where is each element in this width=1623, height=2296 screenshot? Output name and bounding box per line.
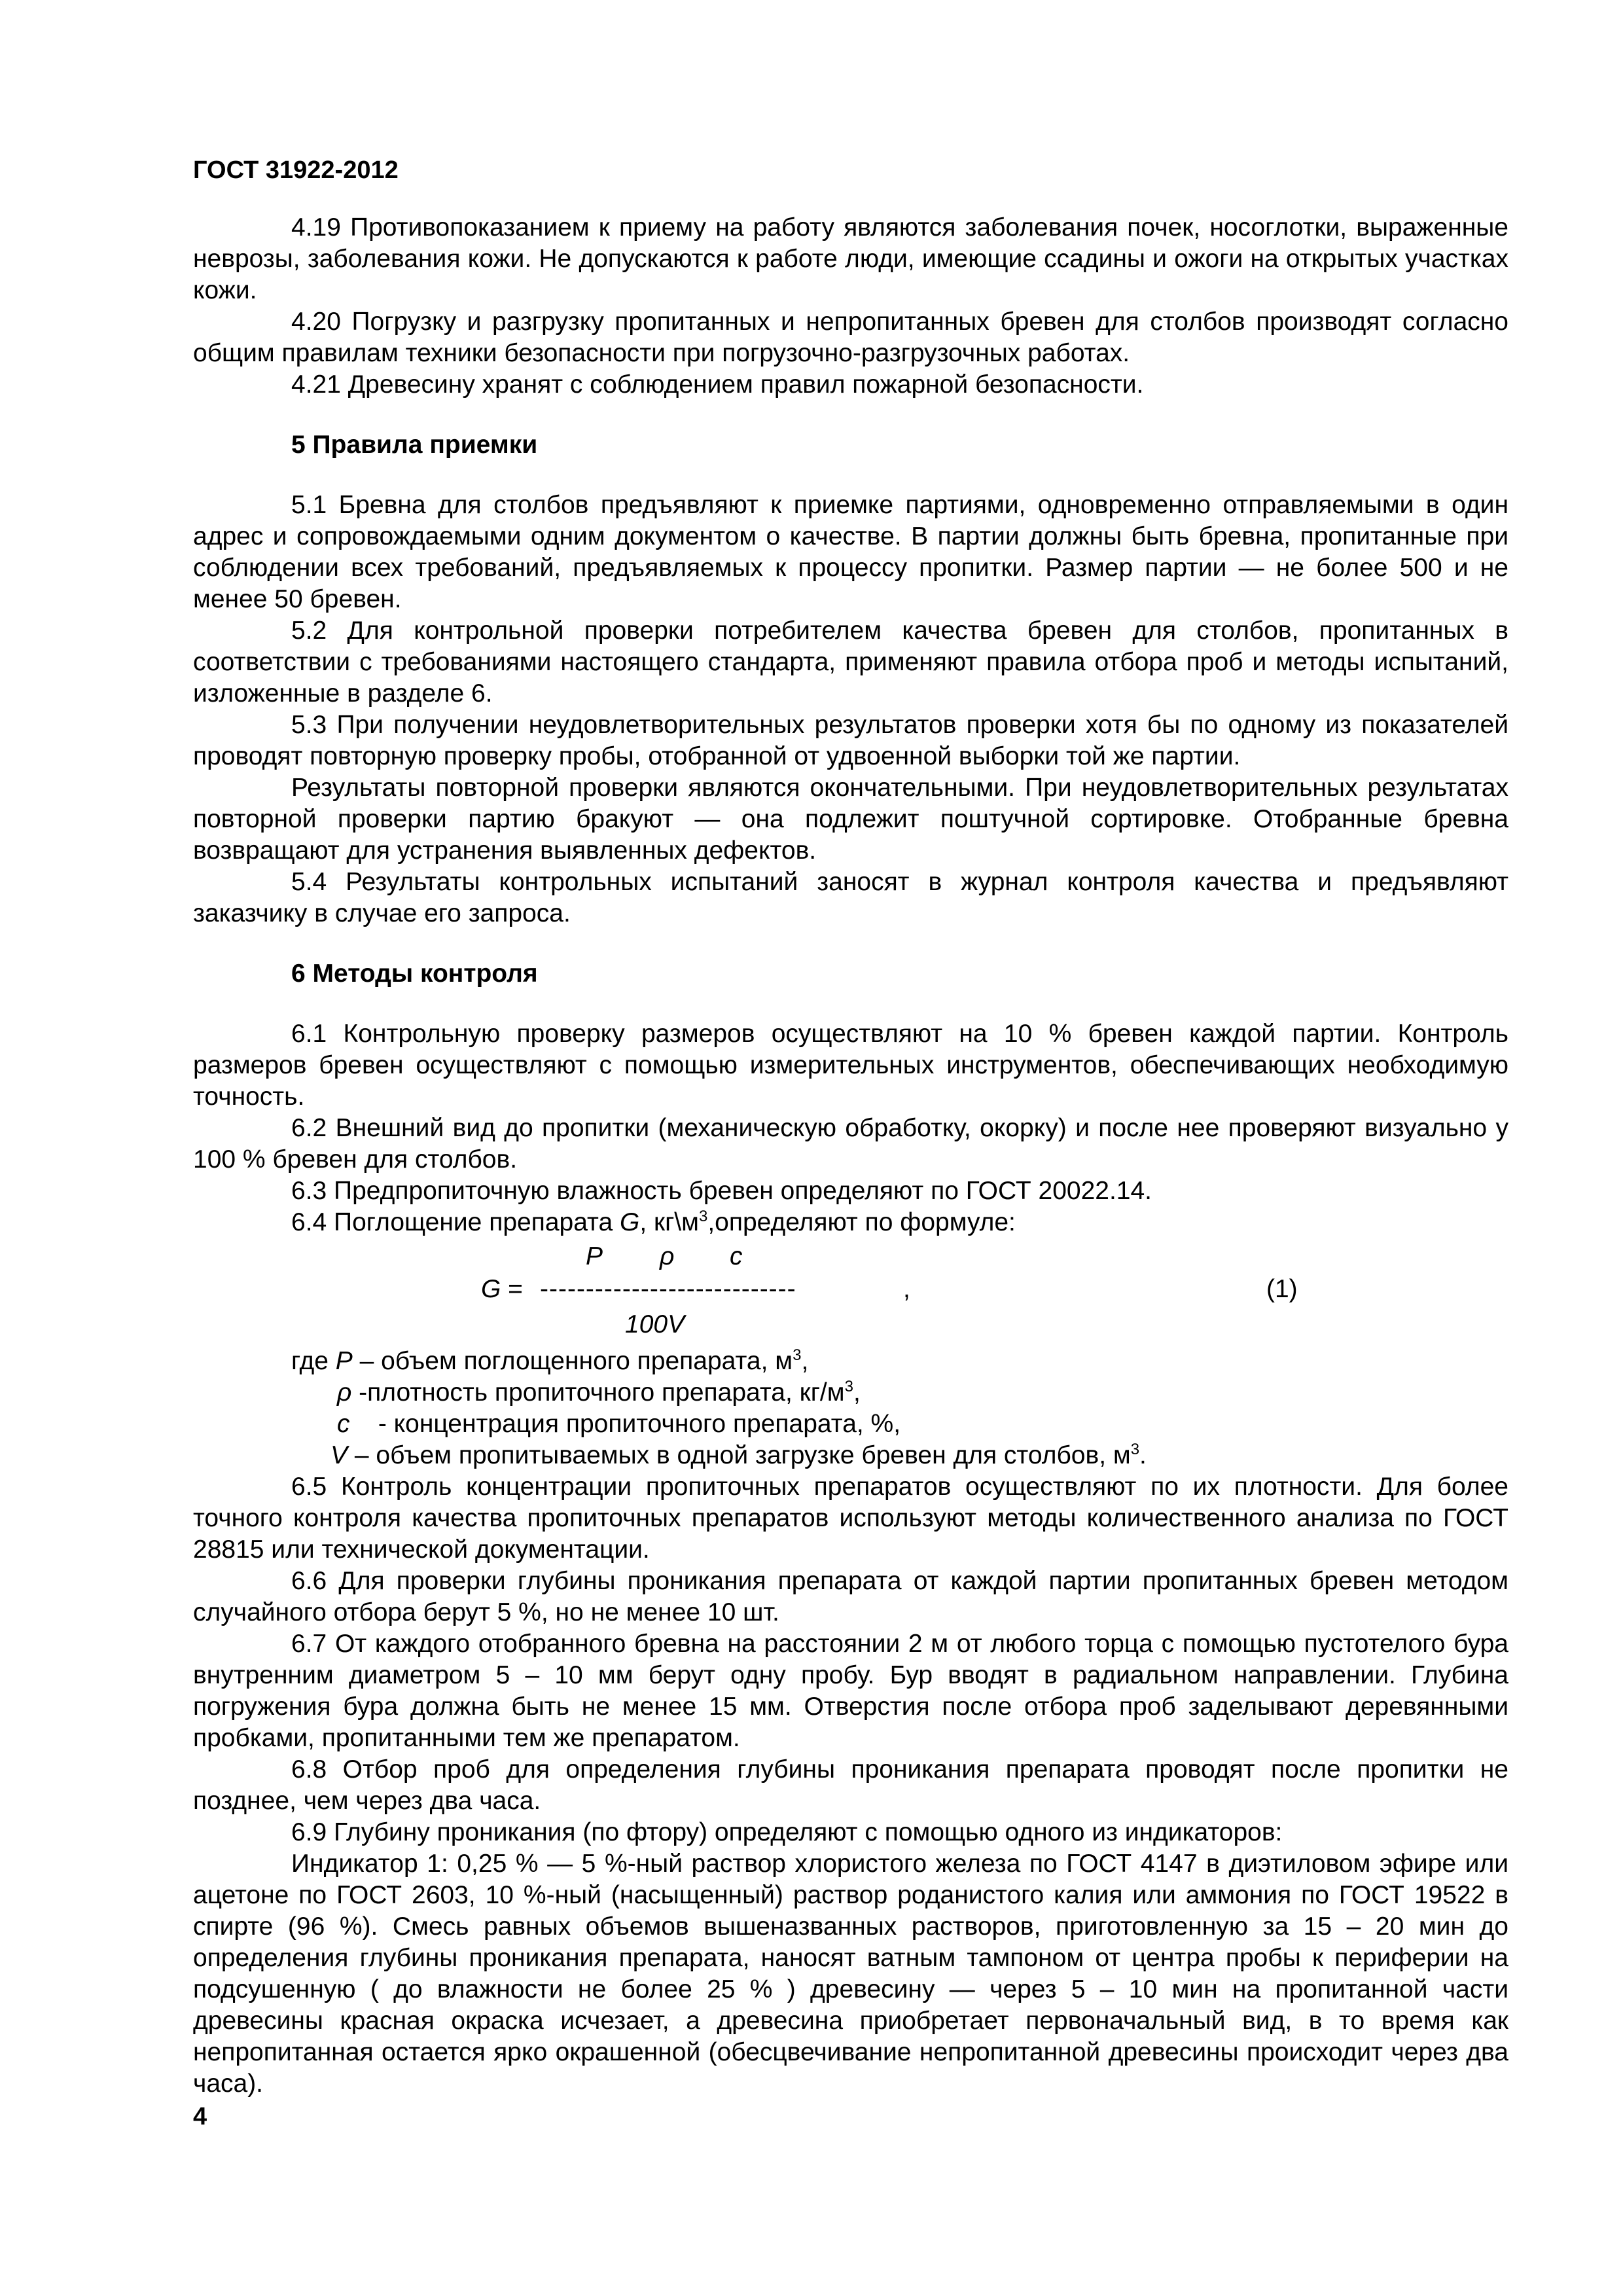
paragraph-6-9: 6.9 Глубину проникания (по фтору) определяют с помощью одного из индикаторов: — [291, 1818, 1283, 1846]
paragraph-5-3-results: Результаты повторной проверки являются окончательными. При неудовлетворительных результатах повторной проверки партию бракуют — она подлежит поштучной сортировке. Отобранные бревна возвращают для устранения выявленных дефектов. — [193, 774, 1508, 865]
paragraph-4-19: 4.19 Противопоказанием к приему на работу являются заболевания почек, носоглотки, выраженные неврозы, заболевания кожи. Не допускаются к работе люди, имеющие ссадины и ожоги на открытых участках кожи. — [193, 213, 1508, 304]
formula-comma: , — [903, 1275, 910, 1303]
paragraph-5-1: 5.1 Бревна для столбов предъявляют к приемке партиями, одновременно отправляемыми в один адрес и сопровождаемыми одним документом о качестве. В партии должны быть бревна, пропитанные при соблюдении всех требований, предъявляемых к процессу пропитки. Размер партии — не более 500 и не менее 50 бревен. — [193, 491, 1508, 613]
page-number: 4 — [193, 2103, 207, 2130]
formula-lhs — [481, 1274, 523, 1305]
section-6-title: 6 Методы контроля — [291, 960, 538, 988]
formula-symbol-p: P — [586, 1242, 603, 1270]
paragraph-6-4-text-a: 6.4 Поглощение препарата — [291, 1208, 620, 1236]
paragraph-4-21: 4.21 Древесину хранят с соблюдением правил пожарной безопасности. — [291, 370, 1144, 399]
formula-equation-number: (1) — [1266, 1275, 1298, 1303]
paragraph-4-20: 4.20 Погрузку и разгрузку пропитанных и непропитанных бревен для столбов производят согласно общим правилам техники безопасности при погрузочно-разгрузочных работах. — [193, 308, 1508, 367]
formula-symbol-c: c — [730, 1242, 743, 1270]
paragraph-6-5: 6.5 Контроль концентрации пропиточных препаратов осуществляют по их плотности. Для более точного контроля качества пропиточных препаратов используют методы количественного анализа по ГОСТ 28815 или технической документации. — [193, 1473, 1508, 1564]
paragraph-6-4 — [193, 1207, 1508, 1238]
document-header: ГОСТ 31922-2012 — [193, 156, 399, 184]
formula-equals: = — [501, 1275, 523, 1303]
legend-symbol-c: c — [337, 1410, 350, 1438]
paragraph-6-4-text-c: ,определяют по формуле: — [707, 1208, 1016, 1236]
paragraph-6-2: 6.2 Внешний вид до пропитки (механическую обработку, окорку) и после нее проверяют визуально у 100 % бревен для столбов. — [193, 1114, 1508, 1174]
legend-p — [193, 1346, 1508, 1377]
section-5-title: 5 Правила приемки — [291, 431, 538, 459]
legend-end-v: . — [1139, 1441, 1147, 1469]
legend-symbol-v: V — [330, 1441, 348, 1469]
legend-rho — [193, 1377, 1508, 1408]
legend-sup-p: 3 — [793, 1346, 802, 1364]
paragraph-6-1: 6.1 Контрольную проверку размеров осуществляют на 10 % бревен каждой партии. Контроль размеров бревен осуществляют с помощью измерительных инструментов, обеспечивающих необходимую точность. — [193, 1020, 1508, 1111]
legend-sup-v: 3 — [1130, 1441, 1140, 1458]
legend-text-rho: -плотность пропиточного препарата, кг/м — [351, 1378, 845, 1407]
formula-symbol-rho: ρ — [660, 1242, 675, 1270]
formula-denominator: 100V — [625, 1310, 685, 1338]
legend-text-c: - концентрация пропиточного препарата, %, — [349, 1410, 901, 1438]
legend-text-v: – объем пропитываемых в одной загрузке бревен для столбов, м — [348, 1441, 1131, 1469]
formula-1 — [193, 1241, 1508, 1346]
paragraph-5-3: 5.3 При получении неудовлетворительных результатов проверки хотя бы по одному из показателей проводят повторную проверку пробы, отобранной от удвоенной выборки той же партии. — [193, 711, 1508, 770]
legend-end-p: , — [801, 1347, 809, 1375]
paragraph-6-4-superscript: 3 — [698, 1208, 708, 1225]
paragraph-6-9-indicator-1: Индикатор 1: 0,25 % — 5 %-ный раствор хлористого железа по ГОСТ 4147 в диэтиловом эфире или ацетоне по ГОСТ 2603, 10 %-ный (насыщенный) раствор роданистого калия или аммония по ГОСТ 19522 в спирте (96 %). Смесь равных объемов вышеназванных растворов, приготовленную за 15 – 20 мин до определения глубины проникания препарата, наносят ватным тампоном от центра пробы к периферии на подсушенную ( до влажности не более 25 % ) древесину — через 5 – 10 мин на пропитанной части древесины красная окраска исчезает, а древесина приобретает первоначальный вид, в то время как непропитанная остается ярко окрашенной (обесцвечивание непропитанной древесины происходит через два часа). — [193, 1850, 1508, 2098]
formula-symbol-g: G — [481, 1275, 501, 1303]
legend-c — [193, 1408, 1508, 1440]
paragraph-5-4: 5.4 Результаты контрольных испытаний заносят в журнал контроля качества и предъявляют заказчику в случае его запроса. — [193, 868, 1508, 927]
paragraph-5-2: 5.2 Для контрольной проверки потребителем качества бревен для столбов, пропитанных в соответствии с требованиями настоящего стандарта, применяют правила отбора проб и методы испытаний, изложенные в разделе 6. — [193, 617, 1508, 708]
paragraph-6-4-symbol-g: G — [620, 1208, 640, 1236]
legend-symbol-rho: ρ — [337, 1378, 352, 1407]
paragraph-6-7: 6.7 От каждого отобранного бревна на расстоянии 2 м от любого торца с помощью пустотелого бура внутренним диаметром 5 – 10 мм берут одну пробу. Бур вводят в радиальном направлении. Глубина погружения бура должна быть не менее 15 мм. Отверстия после отбора проб заделывают деревянными пробками, пропитанными тем же препаратом. — [193, 1630, 1508, 1752]
paragraph-6-8: 6.8 Отбор проб для определения глубины проникания препарата проводят после пропитки не позднее, чем через два часа. — [193, 1755, 1508, 1815]
paragraph-6-4-text-b: , кг\м — [639, 1208, 699, 1236]
paragraph-6-3: 6.3 Предпропиточную влажность бревен определяют по ГОСТ 20022.14. — [291, 1177, 1152, 1205]
formula-fraction-line: ---------------------------- — [540, 1275, 796, 1303]
legend-v — [193, 1440, 1508, 1471]
document-body — [193, 212, 1508, 2100]
legend-end-rho: , — [853, 1378, 861, 1407]
legend-sup-rho: 3 — [844, 1378, 853, 1395]
legend-symbol-p: P — [335, 1347, 353, 1375]
legend-text-p: – объем поглощенного препарата, м — [352, 1347, 793, 1375]
legend-where: где — [291, 1347, 336, 1375]
paragraph-6-6: 6.6 Для проверки глубины проникания препарата от каждой партии пропитанных бревен методом случайного отбора берут 5 %, но не менее 10 шт. — [193, 1567, 1508, 1626]
